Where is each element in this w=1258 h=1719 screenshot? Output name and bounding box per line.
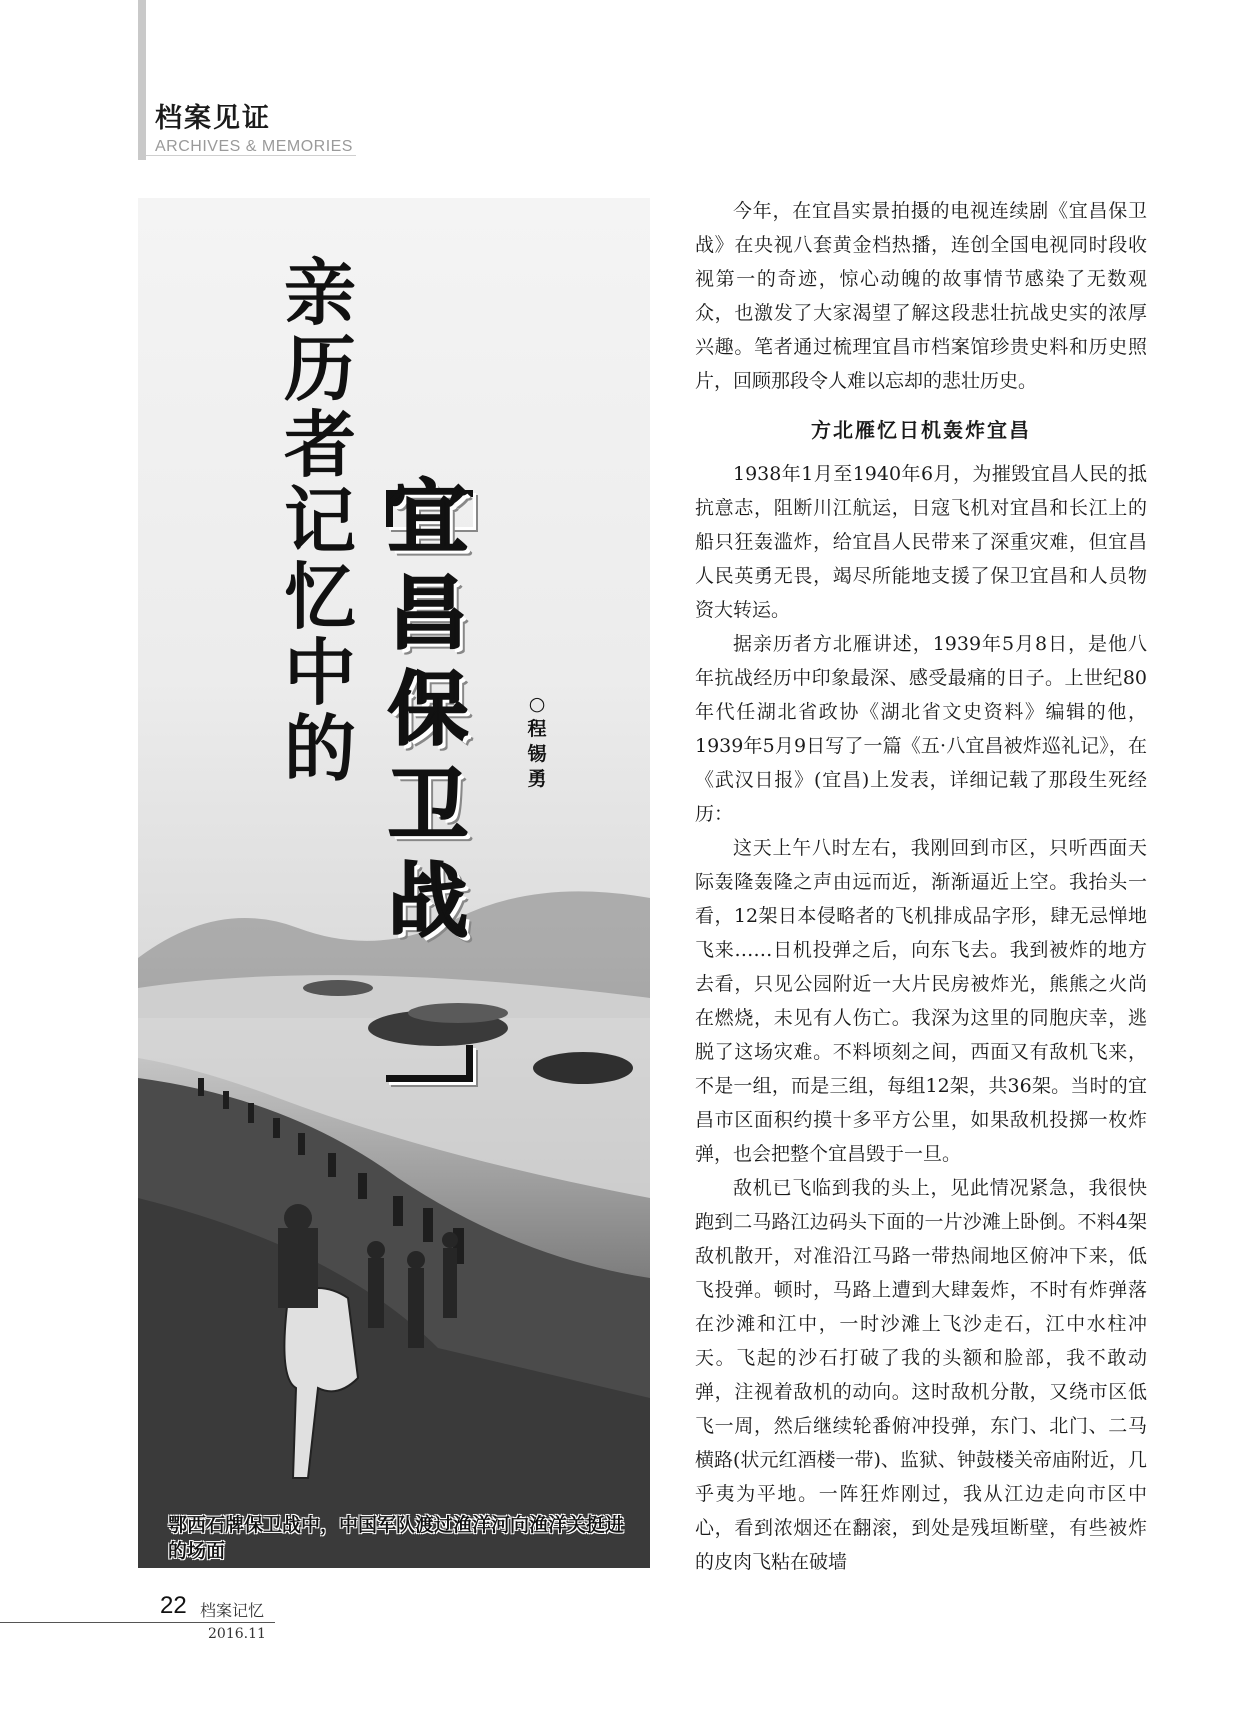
section-title: 档案见证 [155,103,271,134]
section-subtitle: ARCHIVES & MEMORIES [155,138,353,155]
photo-caption: 鄂西石牌保卫战中，中国军队渡过渔洋河向渔洋关挺进的场面 [168,1514,625,1562]
article-paragraph: 敌机已飞临到我的头上，见此情况紧急，我很快跑到二马路江边码头下面的一片沙滩上卧倒。不料4架敌机散开，对准沿江马路一带热闹地区俯冲下来，低飞投弹。顿时，马路上遭到大肆轰炸，不时有炸弹落在沙滩和江中，一时沙滩上飞沙走石，江中水柱冲天。飞起的沙石打破了我的头额和脸部，我不敢动弹，注视着敌机的动向。这时敌机分散，又绕市区低飞一周，然后继续轮番俯冲投弹，东门、北门、二马横路(状元红酒楼一带)、监狱、钟鼓楼关帝庙附近，几乎夷为平地。一阵狂炸刚过，我从江边走向市区中心，看到浓烟还在翻滚，到处是残垣断壁，有些被炸的皮肉飞粘在破墙 [695,1177,1147,1573]
page-number: 22 [160,1592,187,1619]
article-body [695,194,1147,1579]
article-paragraph: 这天上午八时左右，我刚回到市区，只听西面天际轰隆轰隆之声由远而近，渐渐逼近上空。我抬头一看，12架日本侵略者的飞机排成品字形，肆无忌惮地飞来……日机投弹之后，向东飞去。我到被炸的地方去看，只见公园附近一大片民房被炸光，熊熊之火尚在燃烧，未见有人伤亡。我深为这里的同胞庆幸，逃脱了这场灾难。不料顷刻之间，西面又有敌机飞来，不是一组，而是三组，每组12架，共36架。当时的宜昌市区面积约摸十多平方公里，如果敌机投掷一枚炸弹，也会把整个宜昌毁于一旦。 [695,837,1147,1165]
feature-title-line1: 亲历者记忆中的 [283,251,356,791]
article-intro: 今年，在宜昌实景拍摄的电视连续剧《宜昌保卫战》在央视八套黄金档热播，连创全国电视同时段收视第一的奇迹，惊心动魄的故事情节感染了无数观众，也激发了大家渴望了解这段悲壮抗战史实的浓厚兴趣。笔者通过梳理宜昌市档案馆珍贵史料和历史照片，回顾那段令人难以忘却的悲壮历史。 [695,200,1147,392]
author-byline: ○程锡勇 [527,693,547,790]
article-paragraph: 1938年1月至1940年6月，为摧毁宜昌人民的抵抗意志，阻断川江航运，日寇飞机对宜昌和长江上的船只狂轰滥炸，给宜昌人民带来了深重灾难，但宜昌人民英勇无畏，竭尽所能地支援了保卫宜昌和人员物资大转运。 [695,463,1147,621]
journal-name: 档案记忆 [200,1601,265,1620]
issue-date: 2016.11 [208,1626,266,1642]
footer-divider [0,1622,275,1623]
title-bracket-close [386,1045,473,1082]
header-accent-bar [138,0,146,160]
section-divider [146,155,356,156]
article-subheading: 方北雁忆日机轰炸宜昌 [811,418,1031,442]
feature-title-line2: 宜昌保卫战 [388,471,468,948]
article-paragraph: 据亲历者方北雁讲述，1939年5月8日，是他八年抗战经历中印象最深、感受最痛的日子。上世纪80年代任湖北省政协《湖北省文史资料》编辑的他，1939年5月9日写了一篇《五·八宜昌被炸巡礼记》，在《武汉日报》(宜昌)上发表，详细记载了那段生死经历： [695,633,1147,825]
